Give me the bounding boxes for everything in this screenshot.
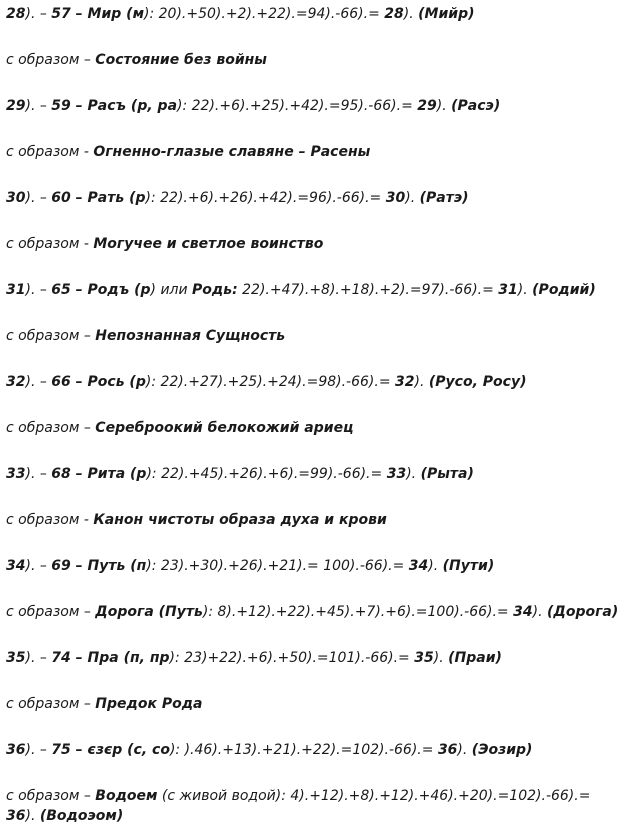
entry-formula [6, 188, 614, 208]
text: ). [436, 98, 452, 114]
text: ): 22).+6).+26).+42).=96).-66).= [145, 190, 386, 206]
entry-formula [6, 740, 614, 760]
text: с образом – [6, 420, 96, 436]
bold-text: 34 [513, 604, 533, 620]
text: ). [433, 650, 449, 666]
text: с образом - [6, 144, 94, 160]
text: с образом – [6, 52, 96, 68]
text: с образом – [6, 604, 96, 620]
bold-text: 36 [6, 808, 26, 824]
entry-formula [6, 464, 614, 484]
text: ). [405, 190, 420, 206]
bold-text: 74 – Пра (п, пр [51, 650, 170, 666]
text: ): 23)+22).+6).+50).=101).-66).= [169, 650, 415, 666]
bold-text: (Дорога) [546, 604, 619, 620]
bold-text: 65 – Родъ (р [51, 282, 151, 298]
bold-text: 35 [6, 650, 26, 666]
bold-text: (Эозир) [471, 742, 533, 758]
text: ): 8).+12).+22).+45).+7).+6).=100).-66).= [202, 604, 514, 620]
bold-text: (Мийр) [418, 6, 475, 22]
entry-description [6, 50, 614, 70]
bold-text: 31 [498, 282, 518, 298]
text: ): 20).+50).+2).+22).=94).-66).= [144, 6, 385, 22]
text: ). [428, 558, 443, 574]
bold-text: Канон чистоты образа духа и крови [93, 512, 387, 528]
text: ). – [25, 282, 52, 298]
bold-text: 36 [437, 742, 458, 758]
bold-text: Могучее и светлое воинство [93, 236, 324, 252]
text: ). [517, 282, 533, 298]
entry-formula [6, 372, 614, 392]
bold-text: Состояние без войны [95, 52, 267, 68]
bold-text: 68 – Рита (р [51, 466, 147, 482]
entry-formula [6, 280, 614, 300]
text: ): 23).+30).+26).+21).= 100).-66).= [146, 558, 409, 574]
entry-description [6, 326, 614, 346]
text: ): 22).+27).+25).+24).=98).-66).= [145, 374, 396, 390]
entry-formula [6, 648, 614, 668]
bold-text: 29 [417, 98, 437, 114]
bold-text: Водоем [95, 788, 158, 804]
text: ): 22).+45).+26).+6).=99).-66).= [146, 466, 387, 482]
bold-text: 33 [6, 466, 26, 482]
text: с образом – [6, 696, 96, 712]
bold-text: 33 [386, 466, 407, 482]
text: ). – [25, 466, 52, 482]
text: ). – [25, 190, 52, 206]
bold-text: 30 [6, 190, 26, 206]
bold-text: (Праи) [448, 650, 502, 666]
text: с образом – [6, 328, 96, 344]
bold-text: 75 – єзєр (с, со [51, 742, 170, 758]
entry-description [6, 602, 619, 622]
text: ). – [25, 6, 52, 22]
text: (с живой водой): 4).+12).+8).+12).+46).+20).=102).-66).= [157, 788, 591, 804]
entry-formula [6, 4, 614, 24]
bold-text: Дорога (Путь [95, 604, 203, 620]
entry-description [6, 234, 614, 254]
bold-text: Предок Рода [95, 696, 203, 712]
text: ). [457, 742, 472, 758]
text: ). – [25, 742, 52, 758]
text: ). [414, 374, 429, 390]
entry-formula [6, 96, 614, 116]
bold-text: 29 [6, 98, 26, 114]
text: ). [25, 808, 40, 824]
bold-text: 28 [384, 6, 404, 22]
entry-description [6, 510, 614, 530]
bold-text: (Рыта) [420, 466, 474, 482]
bold-text: 66 – Рось (р [51, 374, 146, 390]
text: ). [406, 466, 421, 482]
text: ) или [150, 282, 193, 298]
bold-text: 28 [6, 6, 26, 22]
bold-text: (Расэ) [451, 98, 501, 114]
bold-text: (Родий) [532, 282, 596, 298]
entry-description [6, 694, 614, 714]
bold-text: (Пути) [442, 558, 495, 574]
entry-description [6, 786, 614, 826]
bold-text: 57 – Мир (м [51, 6, 145, 22]
text: ). [532, 604, 547, 620]
text: ). – [25, 374, 52, 390]
bold-text: (Водоэом) [39, 808, 124, 824]
entry-description [6, 142, 614, 162]
bold-text: 32 [6, 374, 26, 390]
bold-text: 59 – Расъ (р, ра [51, 98, 178, 114]
entry-description [6, 418, 614, 438]
bold-text: 31 [6, 282, 26, 298]
bold-text: (Ратэ) [419, 190, 469, 206]
bold-text: (Русо, Росу) [428, 374, 527, 390]
bold-text: Родь: [192, 282, 238, 298]
bold-text: 30 [385, 190, 406, 206]
text: ). [403, 6, 419, 22]
bold-text: 32 [395, 374, 415, 390]
text: с образом - [6, 236, 94, 252]
bold-text: 35 [414, 650, 434, 666]
bold-text: 60 – Рать (р [51, 190, 146, 206]
text: 22).+47).+8).+18).+2).=97).-66).= [237, 282, 499, 298]
bold-text: 34 [408, 558, 429, 574]
bold-text: Непознанная Сущность [95, 328, 286, 344]
bold-text: 34 [6, 558, 26, 574]
text: ): 22).+6).+25).+42).=95).-66).= [177, 98, 418, 114]
entry-formula [6, 556, 614, 576]
bold-text: Сереброокий белокожий ариец [95, 420, 354, 436]
text: ): ).46).+13).+21).+22).=102).-66).= [169, 742, 438, 758]
text: с образом - [6, 512, 94, 528]
text: ). – [25, 650, 52, 666]
bold-text: Огненно-глазые славяне – Расены [93, 144, 371, 160]
text: с образом – [6, 788, 96, 804]
text: ). – [25, 98, 52, 114]
bold-text: 69 – Путь (п [51, 558, 147, 574]
text: ). – [25, 558, 52, 574]
bold-text: 36 [6, 742, 26, 758]
